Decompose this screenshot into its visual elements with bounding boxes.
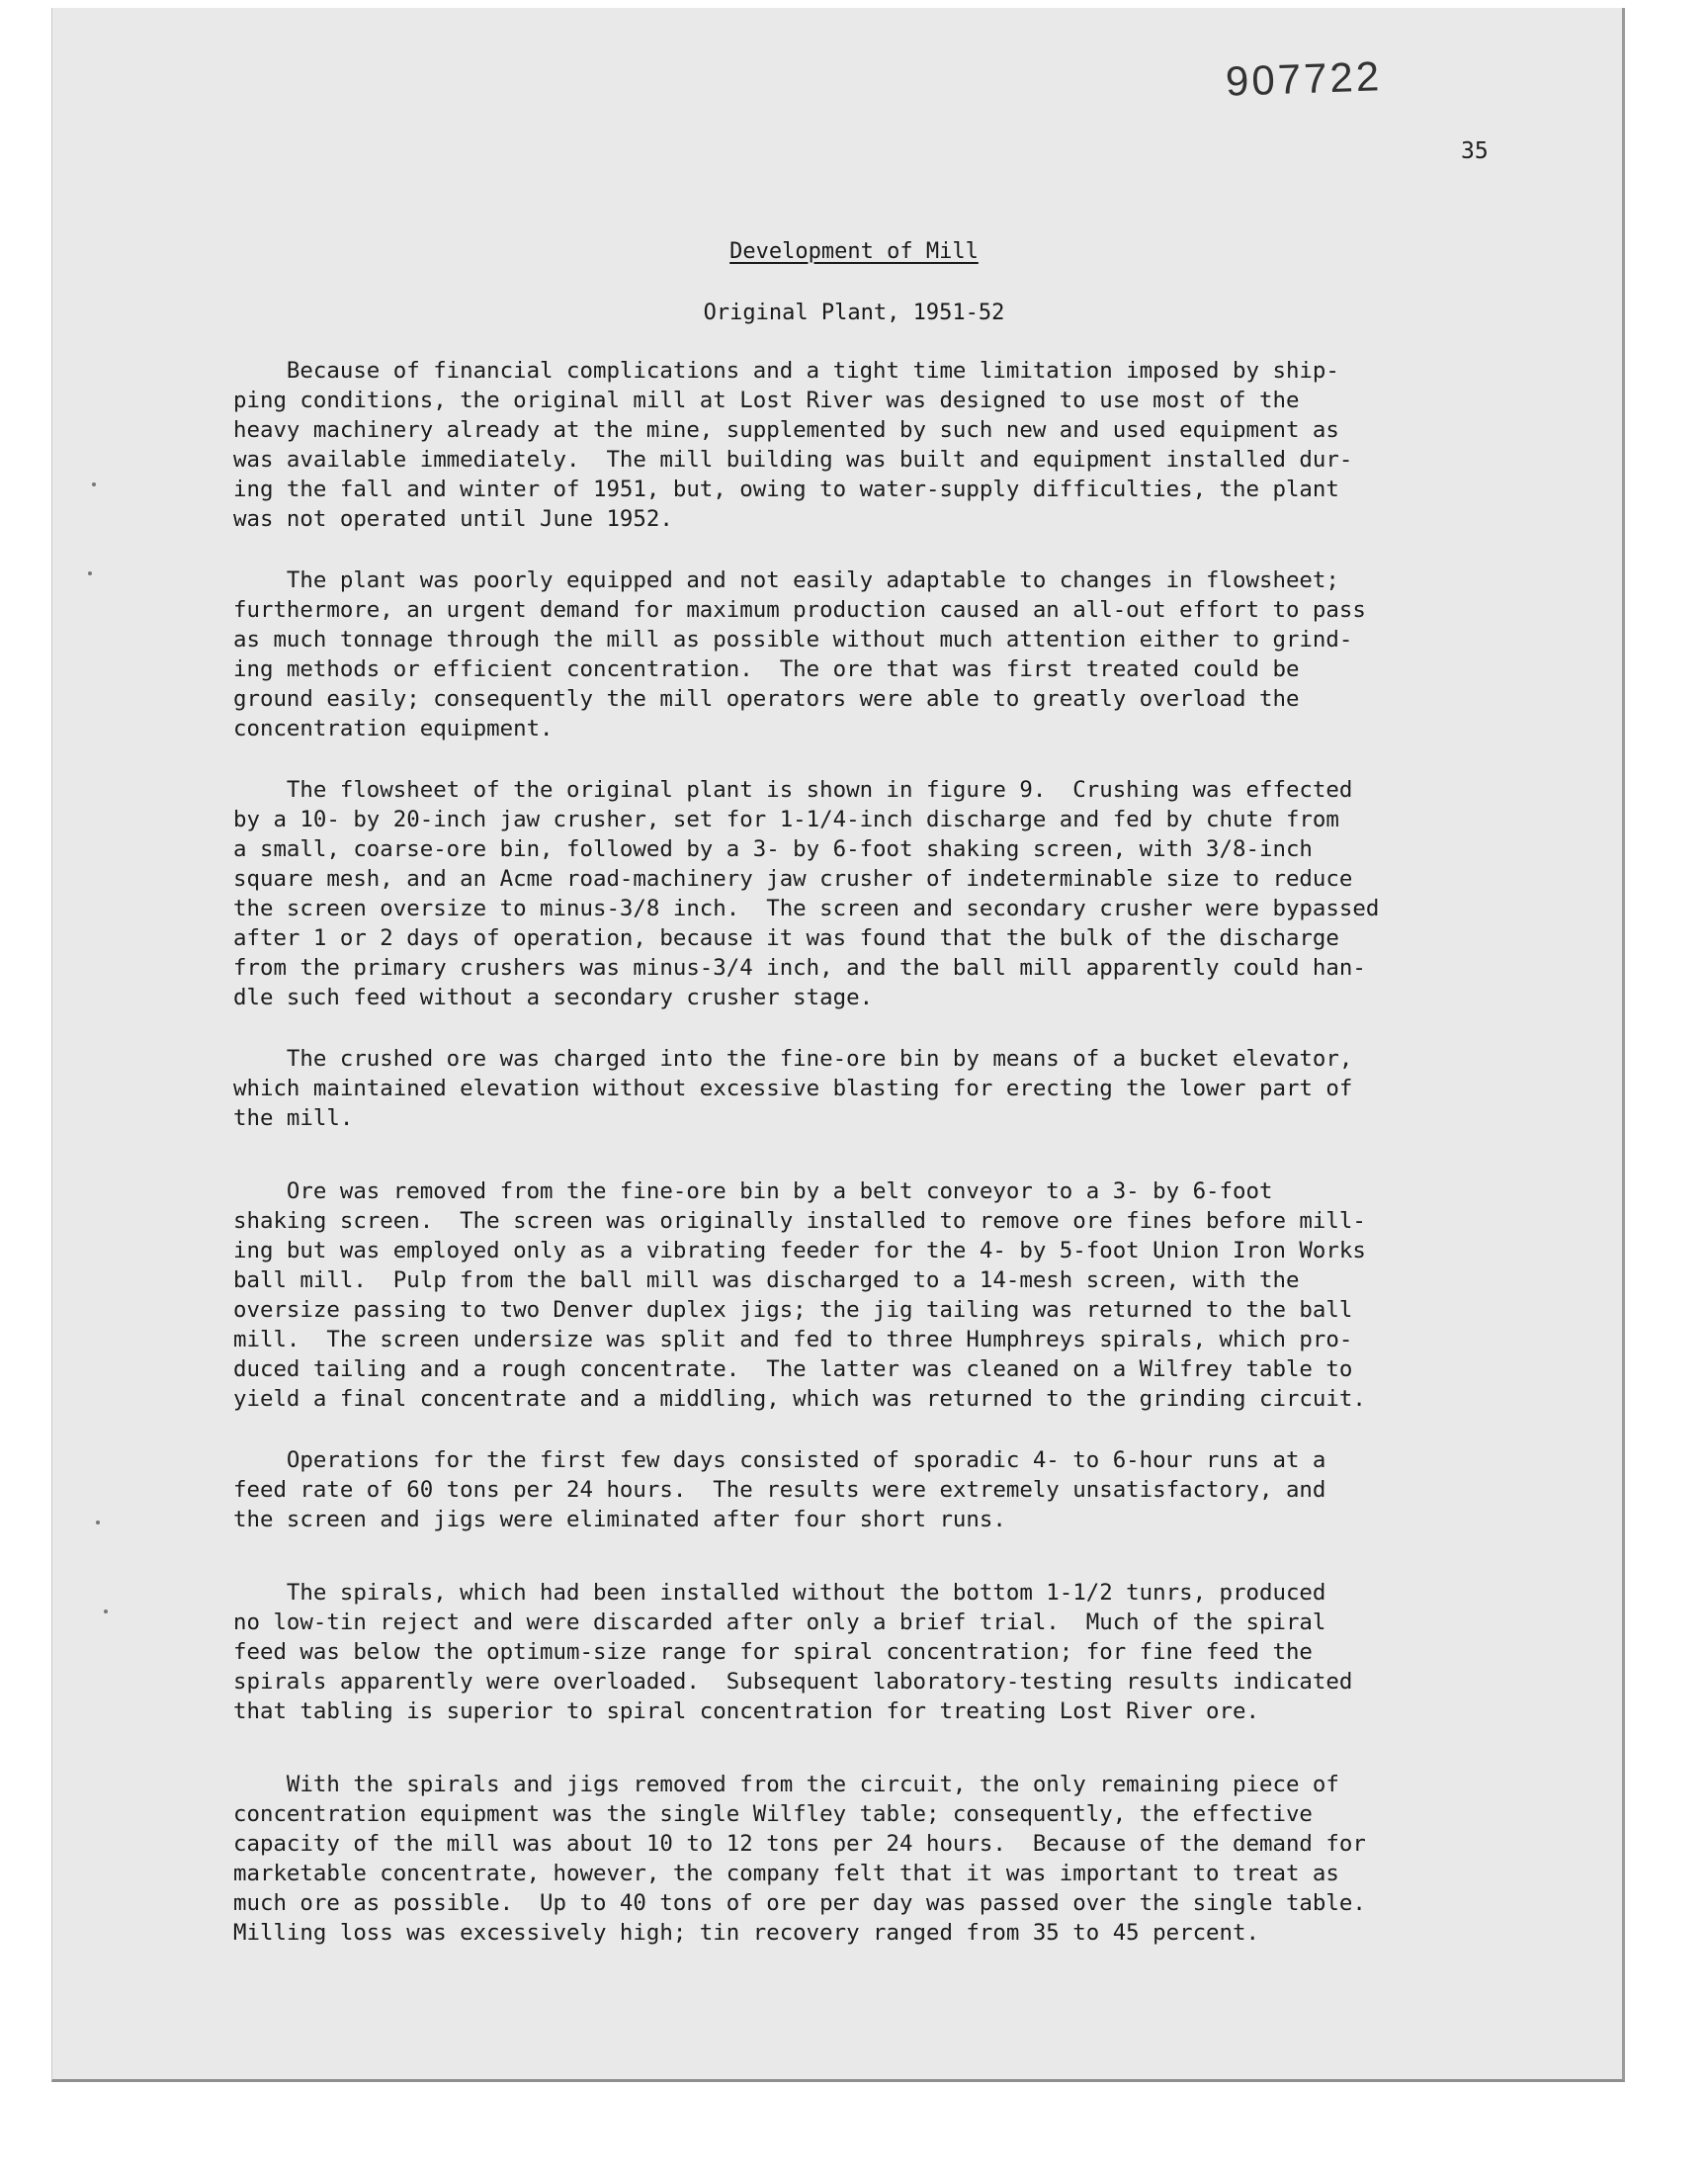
paragraph: The plant was poorly equipped and not easily adaptable to changes in flowsheet; furthermore, an urgent demand for maximum production caused an all-out effort to pass as much tonnage through the mill as possible without much attention either to grind- ing methods or efficient concentration. The ore that was first treated could be ground easily; consequently the mill operators were able to greatly overload the concentration equipment. [233,567,1366,741]
section-subtitle: Original Plant, 1951-52 [703,301,1005,325]
section-title-text: Development of Mill [729,239,979,264]
document-stamp-number: 907722 [1225,52,1383,105]
document-body [233,356,1548,1979]
paragraph: The crushed ore was charged into the fine-ore bin by means of a bucket elevator, which maintained elevation without excessive blasting for erecting the lower part of the mill. [233,1046,1353,1131]
paragraph: The spirals, which had been installed without the bottom 1-1/2 tunrs, produced no low-tin reject and were discarded after only a brief trial. Much of the spiral feed was below the optimum-size range for spiral concentration; for fine feed the spirals apparently were overloaded. Subsequent laboratory-testing results indicated that tabling is superior to spiral concentration for treating Lost River ore. [233,1580,1353,1724]
paragraph: With the spirals and jigs removed from the circuit, the only remaining piece of concentration equipment was the single Wilfley table; consequently, the effective capacity of the mill was about 10 to 12 tons per 24 hours. Because of the demand for marketable concentrate, however, the company felt that it was important to treat as much ore as possible. Up to 40 tons of ore per day was passed over the single table. Milling loss was excessively high; tin recovery ranged from 35 to 45 percent. [233,1772,1366,1946]
scan-speck [92,482,96,486]
section-title [0,239,1708,264]
paragraph: The flowsheet of the original plant is shown in figure 9. Crushing was effected by a 10- by 20-inch jaw crusher, set for 1-1/4-inch discharge and fed by chute from a small, coarse-ore bin, followed by a 3- by 6-foot shaking screen, with 3/8-inch square mesh, and an Acme road-machinery jaw crusher of indeterminable size to reduce the screen oversize to minus-3/8 inch. The screen and secondary crusher were bypassed after 1 or 2 days of operation, because it was found that the bulk of the discharge from the primary crushers was minus-3/4 inch, and the ball mill apparently could han- dle such feed without a secondary crusher stage. [233,777,1380,1010]
paragraph: Operations for the first few days consisted of sporadic 4- to 6-hour runs at a feed rate of 60 tons per 24 hours. The results were extremely unsatisfactory, and the screen and jigs were eliminated after four short runs. [233,1447,1326,1532]
paragraph: Ore was removed from the fine-ore bin by a belt conveyor to a 3- by 6-foot shaking screen. The screen was originally installed to remove ore fines before mill- ing but was employed only as a vibrating feeder for the 4- by 5-foot Union Iron Works ball mill. Pulp from the ball mill was discharged to a 14-mesh screen, with the oversize passing to two Denver duplex jigs; the jig tailing was returned to the ball mill. The screen undersize was split and fed to three Humphreys spirals, which pro- duced tailing and a rough concentrate. The latter was cleaned on a Wilfrey table to yield a final concentrate and a middling, which was returned to the grinding circuit. [233,1178,1366,1412]
scan-speck [96,1521,100,1524]
scan-speck [88,571,92,575]
paragraph: Because of financial complications and a tight time limitation imposed by ship- ping conditions, the original mill at Lost River was designed to use most of the heavy machinery already at the mine, supplemented by such new and used equipment as was available immediately. The mill building was built and equipment installed dur- ing the fall and winter of 1951, but, owing to water-supply difficulties, the plant was not operated until June 1952. [233,358,1353,532]
page-number: 35 [1461,138,1489,164]
scan-speck [104,1610,108,1613]
